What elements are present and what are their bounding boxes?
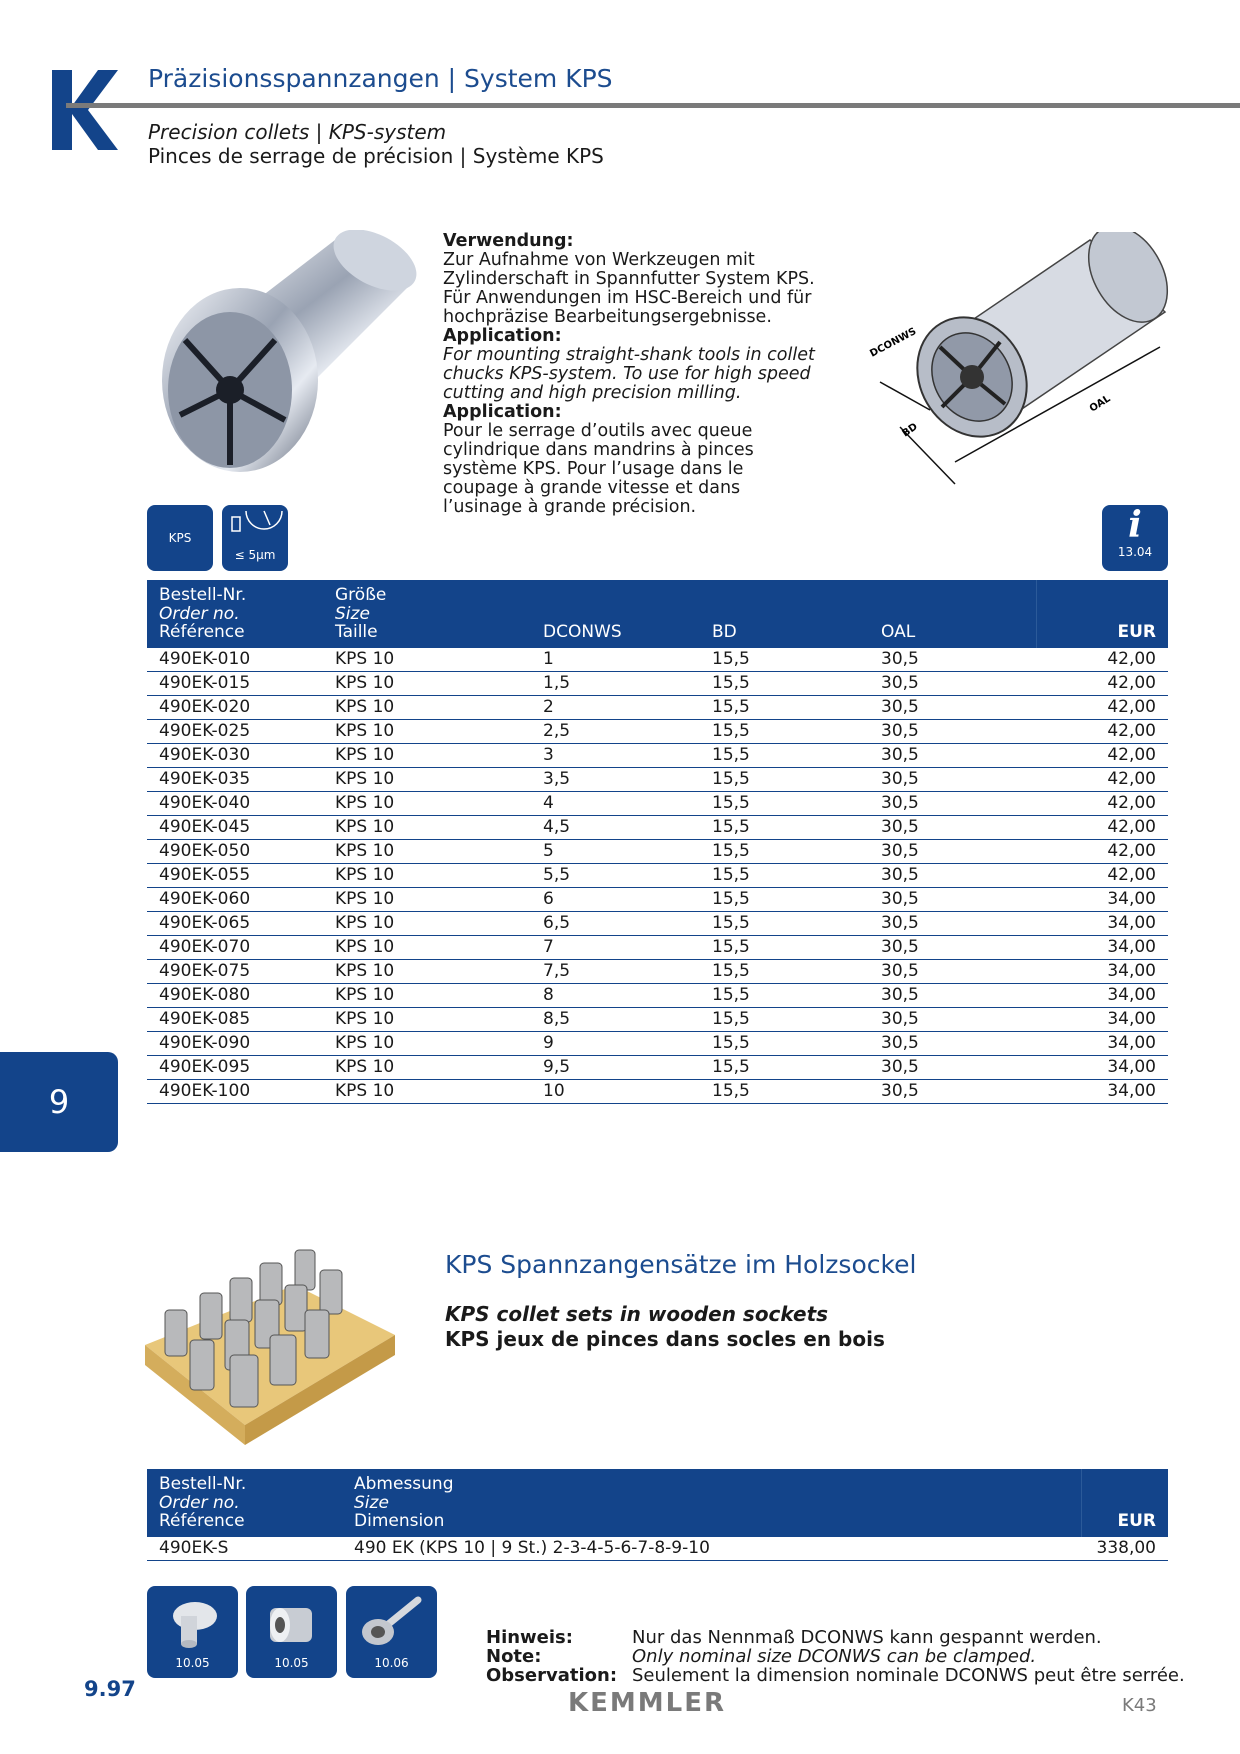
dconws-cell: 7,5 bbox=[531, 959, 700, 983]
header-order-no: Bestell-Nr. Order no. Référence bbox=[147, 580, 323, 648]
dconws-cell: 1 bbox=[531, 648, 700, 672]
accuracy-badge bbox=[222, 505, 288, 571]
table-row bbox=[147, 767, 1168, 791]
price-cell: 34,00 bbox=[1037, 1079, 1169, 1103]
table-row bbox=[147, 1079, 1168, 1103]
table-row bbox=[147, 887, 1168, 911]
price-cell: 34,00 bbox=[1037, 1007, 1169, 1031]
order-no-cell: 490EK-010 bbox=[147, 648, 323, 672]
bd-cell: 15,5 bbox=[700, 743, 869, 767]
order-no-cell: 490EK-040 bbox=[147, 791, 323, 815]
price-cell: 42,00 bbox=[1037, 767, 1169, 791]
table-row bbox=[147, 911, 1168, 935]
table-row bbox=[147, 863, 1168, 887]
size-cell: KPS 10 bbox=[323, 767, 531, 791]
kps-badge: KPS bbox=[147, 505, 213, 571]
price-cell: 34,00 bbox=[1037, 1031, 1169, 1055]
table-row bbox=[147, 935, 1168, 959]
page-number: 9.97 bbox=[84, 1677, 136, 1701]
price-cell: 34,00 bbox=[1037, 983, 1169, 1007]
order-no-cell: 490EK-025 bbox=[147, 719, 323, 743]
size-cell: KPS 10 bbox=[323, 648, 531, 672]
info-badge-label: 13.04 bbox=[1117, 545, 1153, 559]
table-row bbox=[147, 1031, 1168, 1055]
dconws-cell: 8,5 bbox=[531, 1007, 700, 1031]
price-cell: 42,00 bbox=[1037, 791, 1169, 815]
oal-cell: 30,5 bbox=[869, 1055, 1037, 1079]
size-cell: KPS 10 bbox=[323, 863, 531, 887]
order-no-cell: 490EK-060 bbox=[147, 887, 323, 911]
oal-cell: 30,5 bbox=[869, 1079, 1037, 1103]
oal-cell: 30,5 bbox=[869, 1007, 1037, 1031]
order-no-cell: 490EK-070 bbox=[147, 935, 323, 959]
table-row bbox=[147, 648, 1168, 672]
header-eur: EUR bbox=[1037, 580, 1169, 648]
order-no-cell: 490EK-095 bbox=[147, 1055, 323, 1079]
oal-cell: 30,5 bbox=[869, 1031, 1037, 1055]
collet-set-table bbox=[147, 1469, 1168, 1561]
table-row bbox=[147, 815, 1168, 839]
sleeve-icon bbox=[256, 1594, 326, 1654]
price-cell: 34,00 bbox=[1037, 887, 1169, 911]
note-key-fr: Observation: bbox=[486, 1665, 618, 1686]
order-no-cell: 490EK-045 bbox=[147, 815, 323, 839]
price-cell: 42,00 bbox=[1037, 719, 1169, 743]
bd-cell: 15,5 bbox=[700, 1079, 869, 1103]
bd-cell: 15,5 bbox=[700, 863, 869, 887]
header-rule bbox=[66, 103, 1240, 108]
bd-cell: 15,5 bbox=[700, 935, 869, 959]
price-cell: 42,00 bbox=[1037, 815, 1169, 839]
price-cell: 42,00 bbox=[1037, 743, 1169, 767]
order-no-cell: 490EK-015 bbox=[147, 671, 323, 695]
oal-cell: 30,5 bbox=[869, 863, 1037, 887]
size-cell: KPS 10 bbox=[323, 815, 531, 839]
oal-cell: 30,5 bbox=[869, 815, 1037, 839]
bd-cell: 15,5 bbox=[700, 983, 869, 1007]
oal-cell: 30,5 bbox=[869, 887, 1037, 911]
description-heading-en: Application: bbox=[443, 326, 562, 346]
bd-cell: 15,5 bbox=[700, 719, 869, 743]
price-cell: 42,00 bbox=[1037, 839, 1169, 863]
accessory-badge-1[interactable] bbox=[147, 1586, 238, 1678]
table-row bbox=[147, 839, 1168, 863]
size-cell: KPS 10 bbox=[323, 1031, 531, 1055]
bd-cell: 15,5 bbox=[700, 959, 869, 983]
header-order-no: Bestell-Nr. Order no. Référence bbox=[147, 1469, 342, 1537]
bd-cell: 15,5 bbox=[700, 648, 869, 672]
order-no-cell: 490EK-S bbox=[147, 1537, 342, 1561]
note-block bbox=[486, 1628, 1185, 1685]
wrench-icon bbox=[356, 1594, 426, 1654]
dconws-cell: 2 bbox=[531, 695, 700, 719]
size-cell: KPS 10 bbox=[323, 983, 531, 1007]
price-cell: 42,00 bbox=[1037, 671, 1169, 695]
order-no-cell: 490EK-050 bbox=[147, 839, 323, 863]
info-badge[interactable] bbox=[1102, 505, 1168, 571]
order-no-cell: 490EK-075 bbox=[147, 959, 323, 983]
size-cell: KPS 10 bbox=[323, 791, 531, 815]
diagram-label-dconws: DCONWS bbox=[868, 326, 919, 360]
size-cell: KPS 10 bbox=[323, 935, 531, 959]
accessory-badge-2[interactable] bbox=[246, 1586, 337, 1678]
dconws-cell: 5,5 bbox=[531, 863, 700, 887]
chapter-tab[interactable]: 9 bbox=[0, 1052, 118, 1152]
table-row bbox=[147, 1055, 1168, 1079]
info-icon: i bbox=[1128, 504, 1142, 546]
table-row bbox=[147, 1007, 1168, 1031]
order-no-cell: 490EK-080 bbox=[147, 983, 323, 1007]
dconws-cell: 5 bbox=[531, 839, 700, 863]
bd-cell: 15,5 bbox=[700, 791, 869, 815]
table-row bbox=[147, 1537, 1168, 1561]
header-size: Größe Size Taille bbox=[323, 580, 531, 648]
subtitle-en: Precision collets | KPS-system bbox=[148, 120, 447, 144]
bd-cell: 15,5 bbox=[700, 695, 869, 719]
order-no-cell: 490EK-020 bbox=[147, 695, 323, 719]
oal-cell: 30,5 bbox=[869, 911, 1037, 935]
oal-cell: 30,5 bbox=[869, 719, 1037, 743]
order-no-cell: 490EK-100 bbox=[147, 1079, 323, 1103]
price-cell: 34,00 bbox=[1037, 1055, 1169, 1079]
size-cell: KPS 10 bbox=[323, 743, 531, 767]
table-row bbox=[147, 791, 1168, 815]
dconws-cell: 3,5 bbox=[531, 767, 700, 791]
bd-cell: 15,5 bbox=[700, 911, 869, 935]
oal-cell: 30,5 bbox=[869, 648, 1037, 672]
oal-cell: 30,5 bbox=[869, 935, 1037, 959]
size-cell: KPS 10 bbox=[323, 1079, 531, 1103]
header-bd: BD bbox=[700, 580, 869, 648]
stop-pin-icon bbox=[157, 1594, 227, 1654]
dimension-cell: 490 EK (KPS 10 | 9 St.) 2-3-4-5-6-7-8-9-10 bbox=[342, 1537, 1082, 1561]
oal-cell: 30,5 bbox=[869, 743, 1037, 767]
dconws-cell: 3 bbox=[531, 743, 700, 767]
oal-cell: 30,5 bbox=[869, 959, 1037, 983]
header-dconws: DCONWS bbox=[531, 580, 700, 648]
note-key-de: Hinweis: bbox=[486, 1627, 573, 1648]
header-dimension: Abmessung Size Dimension bbox=[342, 1469, 1082, 1537]
diagram-label-oal: OAL bbox=[1087, 393, 1113, 415]
accessory-label-1: 10.05 bbox=[175, 1656, 210, 1670]
accessory-label-2: 10.05 bbox=[274, 1656, 309, 1670]
table-row bbox=[147, 695, 1168, 719]
bd-cell: 15,5 bbox=[700, 887, 869, 911]
accuracy-label: ≤ 5µm bbox=[234, 548, 276, 562]
sets-title-fr: KPS jeux de pinces dans socles en bois bbox=[445, 1327, 885, 1351]
table-row bbox=[147, 743, 1168, 767]
order-no-cell: 490EK-030 bbox=[147, 743, 323, 767]
price-cell: 338,00 bbox=[1082, 1537, 1169, 1561]
dconws-cell: 2,5 bbox=[531, 719, 700, 743]
price-cell: 34,00 bbox=[1037, 959, 1169, 983]
dconws-cell: 8 bbox=[531, 983, 700, 1007]
order-no-cell: 490EK-085 bbox=[147, 1007, 323, 1031]
size-cell: KPS 10 bbox=[323, 1055, 531, 1079]
bd-cell: 15,5 bbox=[700, 1055, 869, 1079]
diagram-label-bd: BD bbox=[900, 421, 920, 440]
note-text-en: Only nominal size DCONWS can be clamped. bbox=[632, 1646, 1037, 1667]
accessory-label-3: 10.06 bbox=[374, 1656, 409, 1670]
oal-cell: 30,5 bbox=[869, 839, 1037, 863]
size-cell: KPS 10 bbox=[323, 671, 531, 695]
dconws-cell: 4 bbox=[531, 791, 700, 815]
size-cell: KPS 10 bbox=[323, 695, 531, 719]
dconws-cell: 4,5 bbox=[531, 815, 700, 839]
size-cell: KPS 10 bbox=[323, 839, 531, 863]
dconws-cell: 6 bbox=[531, 887, 700, 911]
size-cell: KPS 10 bbox=[323, 911, 531, 935]
kemmler-logo-icon bbox=[52, 70, 118, 150]
note-text-fr: Seulement la dimension nominale DCONWS peut être serrée. bbox=[632, 1665, 1185, 1686]
size-cell: KPS 10 bbox=[323, 1007, 531, 1031]
bd-cell: 15,5 bbox=[700, 671, 869, 695]
bd-cell: 15,5 bbox=[700, 815, 869, 839]
bd-cell: 15,5 bbox=[700, 1007, 869, 1031]
oal-cell: 30,5 bbox=[869, 791, 1037, 815]
dial-gauge-icon bbox=[222, 505, 288, 545]
oal-cell: 30,5 bbox=[869, 671, 1037, 695]
note-text-de: Nur das Nennmaß DCONWS kann gespannt werden. bbox=[632, 1627, 1102, 1648]
dconws-cell: 10 bbox=[531, 1079, 700, 1103]
order-no-cell: 490EK-055 bbox=[147, 863, 323, 887]
sets-title-en: KPS collet sets in wooden sockets bbox=[445, 1302, 829, 1326]
dconws-cell: 9,5 bbox=[531, 1055, 700, 1079]
description-text-en: For mounting straight-shank tools in collet chucks KPS-system. To use for high speed cutting and high precision milling. bbox=[443, 345, 815, 403]
brand-wordmark: KEMMLER bbox=[568, 1688, 727, 1718]
bd-cell: 15,5 bbox=[700, 839, 869, 863]
price-cell: 42,00 bbox=[1037, 863, 1169, 887]
description-block bbox=[443, 232, 823, 517]
order-no-cell: 490EK-090 bbox=[147, 1031, 323, 1055]
dconws-cell: 1,5 bbox=[531, 671, 700, 695]
collet-product-image bbox=[145, 230, 425, 485]
note-key-en: Note: bbox=[486, 1646, 542, 1667]
size-cell: KPS 10 bbox=[323, 887, 531, 911]
bd-cell: 15,5 bbox=[700, 767, 869, 791]
table-row bbox=[147, 983, 1168, 1007]
dconws-cell: 9 bbox=[531, 1031, 700, 1055]
subtitle-fr: Pinces de serrage de précision | Système KPS bbox=[148, 144, 604, 168]
description-heading-de: Verwendung: bbox=[443, 231, 574, 251]
table-row bbox=[147, 959, 1168, 983]
size-cell: KPS 10 bbox=[323, 719, 531, 743]
order-no-cell: 490EK-035 bbox=[147, 767, 323, 791]
dconws-cell: 6,5 bbox=[531, 911, 700, 935]
oal-cell: 30,5 bbox=[869, 767, 1037, 791]
order-no-cell: 490EK-065 bbox=[147, 911, 323, 935]
table-row bbox=[147, 671, 1168, 695]
catalog-code: K43 bbox=[1122, 1695, 1157, 1716]
description-heading-fr: Application: bbox=[443, 402, 562, 422]
page-title: Präzisionsspannzangen | System KPS bbox=[148, 64, 613, 93]
description-text-fr: Pour le serrage d’outils avec queue cylindrique dans mandrins à pinces système KPS. Pour l’usage dans le coupage à grande vitesse et dans l’usinage à grande précision. bbox=[443, 421, 754, 517]
collet-table bbox=[147, 580, 1168, 1104]
price-cell: 34,00 bbox=[1037, 911, 1169, 935]
oal-cell: 30,5 bbox=[869, 983, 1037, 1007]
header-oal: OAL bbox=[869, 580, 1037, 648]
dconws-cell: 7 bbox=[531, 935, 700, 959]
description-text-de: Zur Aufnahme von Werkzeugen mit Zylinderschaft in Spannfutter System KPS. Für Anwendungen im HSC-Bereich und für hochpräzise Bearbeitungsergebnisse. bbox=[443, 250, 815, 327]
oal-cell: 30,5 bbox=[869, 695, 1037, 719]
header-eur: EUR bbox=[1082, 1469, 1169, 1537]
bd-cell: 15,5 bbox=[700, 1031, 869, 1055]
accessory-badge-3[interactable] bbox=[346, 1586, 437, 1678]
price-cell: 42,00 bbox=[1037, 648, 1169, 672]
sets-title: KPS Spannzangensätze im Holzsockel bbox=[445, 1250, 917, 1279]
collet-dimension-diagram bbox=[860, 232, 1170, 492]
price-cell: 42,00 bbox=[1037, 695, 1169, 719]
collet-set-wooden-socket-image bbox=[145, 1245, 395, 1445]
size-cell: KPS 10 bbox=[323, 959, 531, 983]
table-row bbox=[147, 719, 1168, 743]
price-cell: 34,00 bbox=[1037, 935, 1169, 959]
